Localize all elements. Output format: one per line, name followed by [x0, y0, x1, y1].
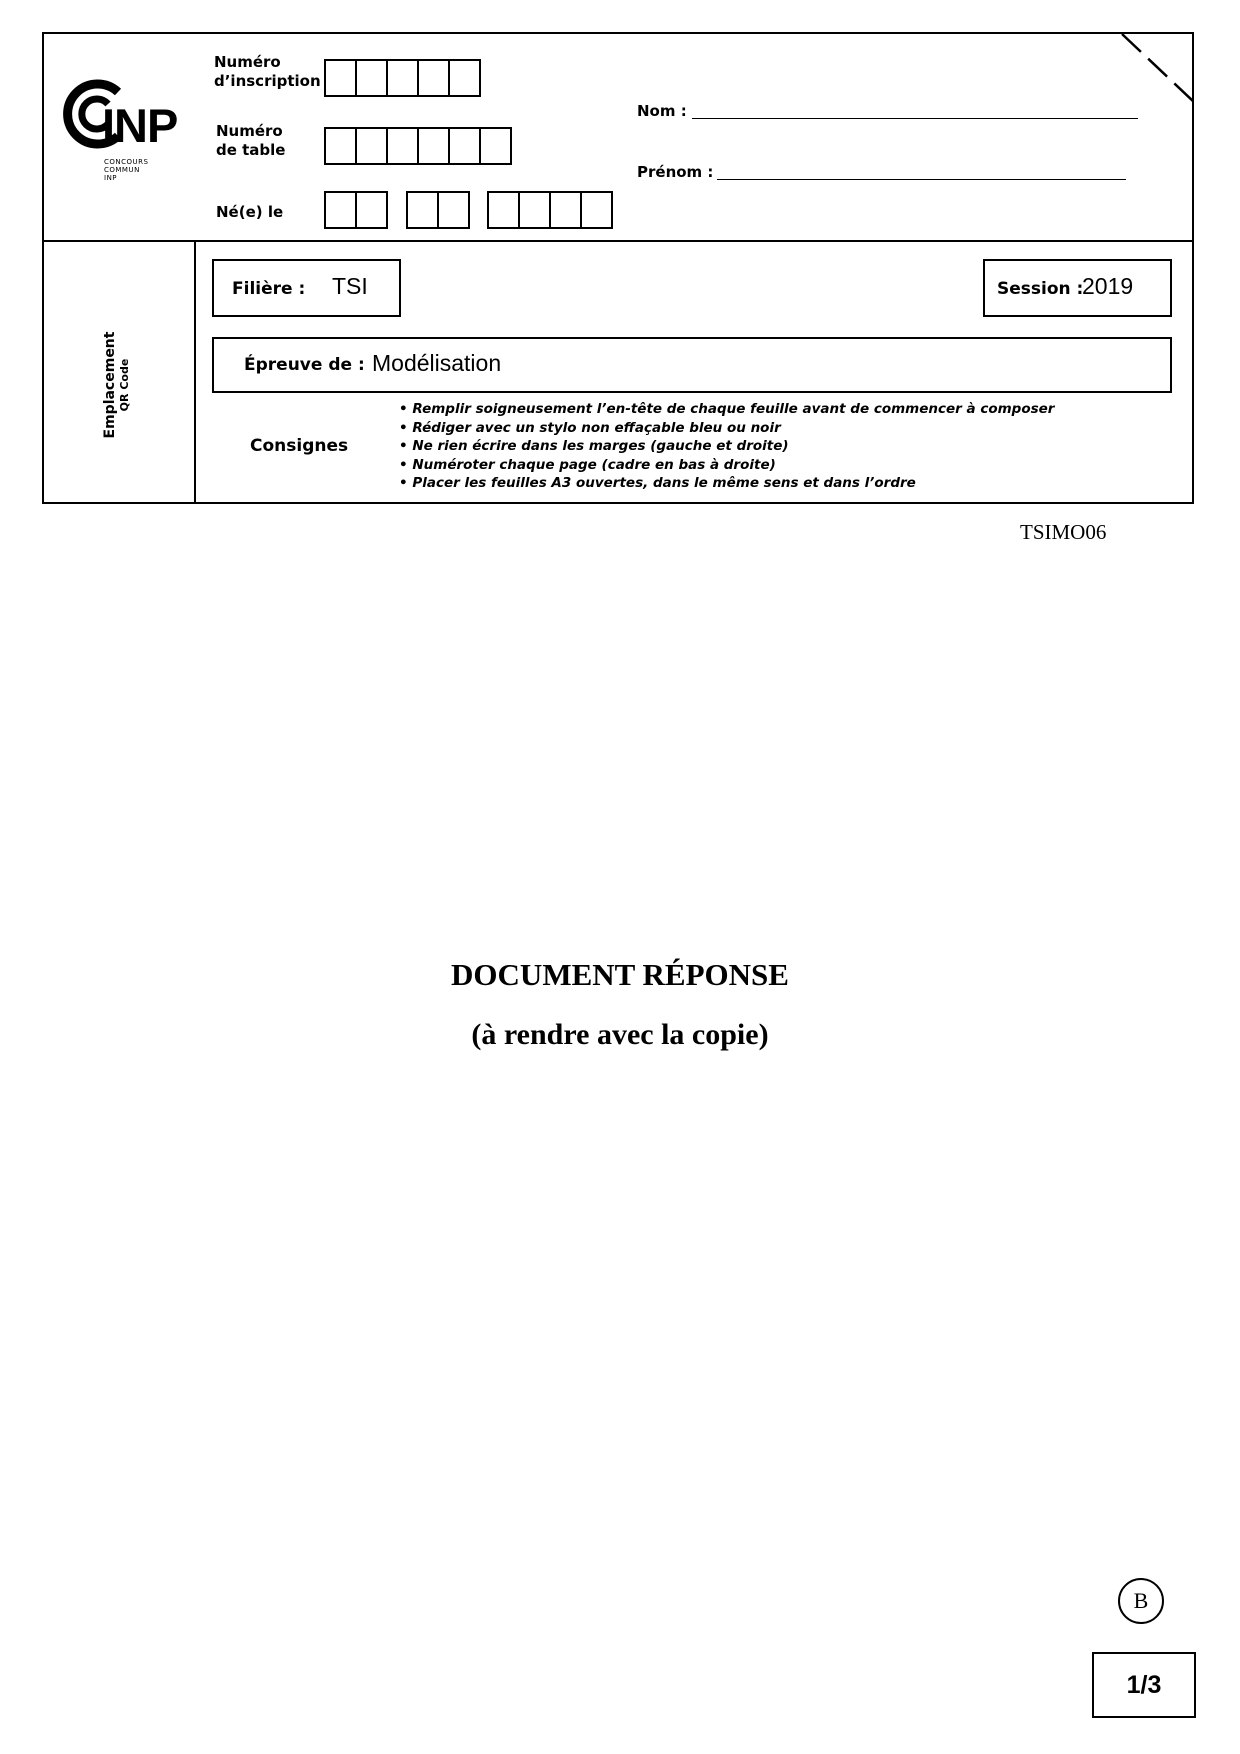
consigne-item: • Rédiger avec un stylo non effaçable bleu ou noir [399, 419, 1054, 438]
qr-code-caption [102, 310, 132, 460]
birth-day-field[interactable] [324, 191, 386, 229]
session-box [983, 259, 1172, 317]
document-subtitle: (à rendre avec la copie) [471, 1018, 769, 1051]
digit-box[interactable] [355, 127, 388, 165]
digit-box[interactable] [386, 59, 419, 97]
birth-month-field[interactable] [406, 191, 468, 229]
filiere-value: TSI [332, 273, 368, 299]
digit-box[interactable] [549, 191, 582, 229]
consignes-list [399, 400, 1054, 493]
session-value: 2019 [1082, 273, 1134, 299]
epreuve-box [212, 337, 1172, 393]
nom-input-line[interactable] [692, 118, 1138, 119]
digit-box[interactable] [406, 191, 439, 229]
inscription-label-line: d’inscription [214, 72, 321, 90]
session-label: Session : [997, 279, 1084, 299]
table-label-line: Numéro [216, 122, 283, 140]
page-number: 1/3 [1092, 1652, 1196, 1718]
qr-column-divider [194, 240, 196, 504]
logo-subtitle [104, 158, 148, 182]
filiere-label: Filière : [232, 279, 306, 299]
qr-caption-line: Emplacement [102, 331, 118, 439]
consigne-item: • Remplir soigneusement l’en-tête de chaque feuille avant de commencer à composer [399, 400, 1054, 419]
consigne-item: • Ne rien écrire dans les marges (gauche et droite) [399, 437, 1054, 456]
filiere-box [212, 259, 401, 317]
qr-caption-line: QR Code [118, 358, 131, 412]
digit-box[interactable] [324, 127, 357, 165]
inscription-label-line: Numéro [214, 53, 281, 71]
corner-cut-line [1120, 32, 1196, 104]
digit-box[interactable] [417, 127, 450, 165]
consignes-label: Consignes [250, 436, 349, 456]
table-label-line: de table [216, 141, 286, 159]
exam-reference-code: TSIMO06 [1020, 520, 1107, 544]
consigne-item: • Placer les feuilles A3 ouvertes, dans le même sens et dans l’ordre [399, 474, 1054, 493]
digit-box[interactable] [324, 191, 357, 229]
digit-box[interactable] [479, 127, 512, 165]
variant-badge: B [1118, 1578, 1164, 1624]
digit-box[interactable] [355, 191, 388, 229]
digit-box[interactable] [324, 59, 357, 97]
document-title: DOCUMENT RÉPONSE [451, 957, 789, 992]
inp-logo [62, 74, 202, 194]
epreuve-label: Épreuve de : [244, 355, 365, 375]
inscription-label [214, 53, 321, 91]
table-label [216, 122, 285, 160]
consigne-item: • Numéroter chaque page (cadre en bas à droite) [399, 456, 1054, 475]
birth-year-field[interactable] [487, 191, 611, 229]
birth-date-label: Né(e) le [216, 203, 284, 221]
digit-box[interactable] [386, 127, 419, 165]
digit-box[interactable] [487, 191, 520, 229]
epreuve-value: Modélisation [372, 350, 502, 376]
header-divider [42, 240, 1194, 242]
logo-wordmark: INP [102, 99, 178, 152]
digit-box[interactable] [448, 127, 481, 165]
digit-box[interactable] [448, 59, 481, 97]
logo-subtitle-line: CONCOURS [104, 158, 149, 166]
logo-subtitle-line: COMMUN [104, 166, 140, 174]
logo-subtitle-line: INP [104, 174, 118, 182]
prenom-input-line[interactable] [717, 179, 1126, 180]
qr-code-area [62, 310, 172, 460]
inscription-field[interactable] [324, 59, 479, 97]
nom-label: Nom : [637, 102, 687, 120]
digit-box[interactable] [518, 191, 551, 229]
table-number-field[interactable] [324, 127, 510, 165]
digit-box[interactable] [580, 191, 613, 229]
prenom-label: Prénom : [637, 163, 714, 181]
digit-box[interactable] [437, 191, 470, 229]
digit-box[interactable] [417, 59, 450, 97]
digit-box[interactable] [355, 59, 388, 97]
